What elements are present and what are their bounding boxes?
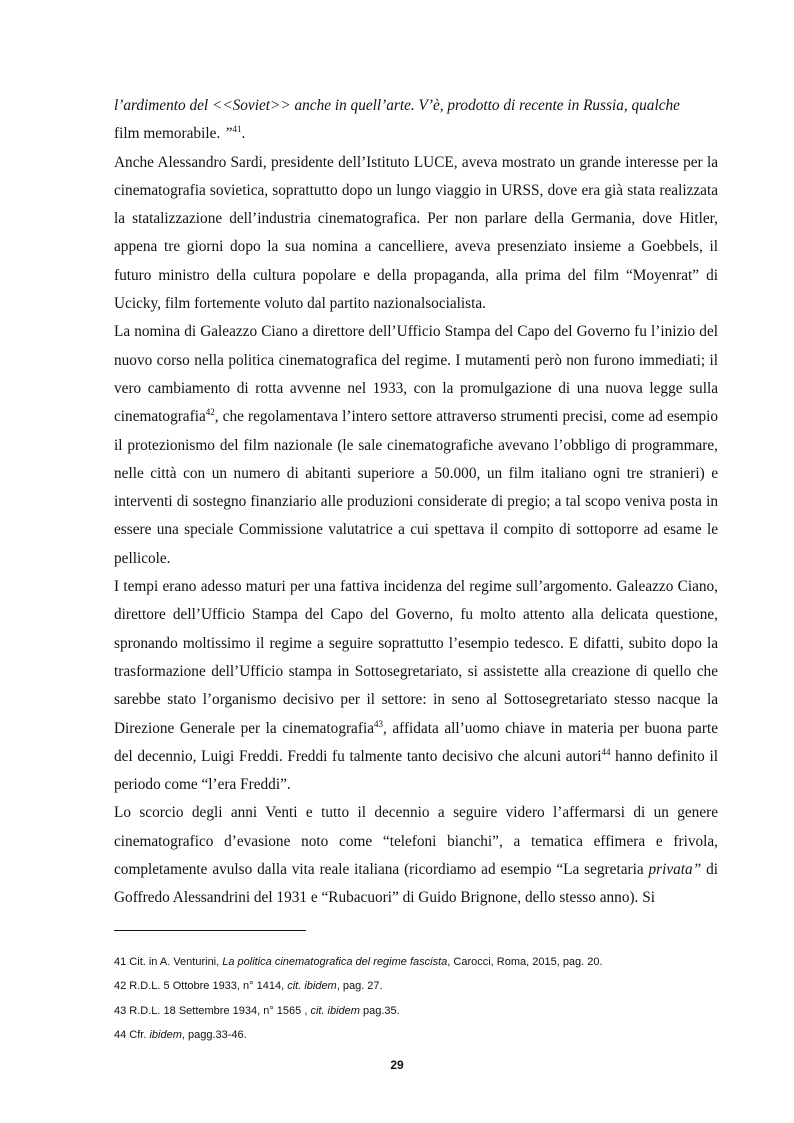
- paragraph-telefoni-bianchi-italic: privata”: [648, 861, 702, 879]
- paragraph-tempi-maturi-part-1: I tempi erano adesso maturi per una fattiva incidenza del regime sull’argomento. Galeazzo Ciano, direttore dell’Ufficio Stampa del Capo del Governo, fu molto attento alla delicata questione, spronando moltissimo il regime a seguire soprattutto l’esempio tedesco. E difatti, subito dopo la trasformazione dell’Ufficio stampa in Sottosegretariato, si assistette alla creazione di quello che sarebbe stato l’organismo decisivo per il settore: in seno al Sottosegretariato stesso nacque la Direzione Generale per la cinematografia: [114, 578, 718, 737]
- paragraph-telefoni-bianchi-part-1: Lo scorcio degli anni Venti e tutto il decennio a seguire videro l’affermarsi di un genere cinematografico d’evasione noto come “telefoni bianchi”, a tematica effimera e frivola, completamente avulso dalla vita reale italiana (ricordiamo ad esempio “La segretaria: [114, 804, 718, 879]
- footnote-text: Cit. in A. Venturini,: [126, 956, 223, 968]
- footnote-italic: cit. ibidem: [287, 980, 337, 993]
- footnote-41: [114, 950, 718, 974]
- footnote-text-end: , Carocci, Roma, 2015, pag. 20.: [447, 956, 603, 968]
- footnote-italic: La politica cinematografica del regime fascista: [222, 956, 448, 968]
- footnote-ref-43[interactable]: 43: [373, 718, 383, 729]
- footnote-text: R.D.L. 5 Ottobre 1933, n° 1414,: [126, 980, 288, 993]
- footnote-italic: ibidem: [149, 1028, 182, 1041]
- paragraph-telefoni-bianchi-part-2: di Goffredo Alessandrini del 1931 e “Rubacuori” di Guido Brignone, dello stesso anno). Si: [114, 861, 719, 907]
- footnote-text: Cfr.: [126, 1028, 150, 1041]
- footnote-separator: [114, 930, 306, 931]
- footnotes: [114, 950, 718, 1047]
- footnote-number: 44: [114, 1028, 127, 1041]
- body-text: [114, 92, 718, 913]
- footnote-number: 41: [114, 956, 127, 968]
- paragraph-sardi-text: Anche Alessandro Sardi, presidente dell’Istituto LUCE, aveva mostrato un grande interesse per la cinematografia sovietica, soprattutto dopo un lungo viaggio in URSS, dove era già stata realizzata la statalizzazione dell’industria cinematografica. Per non parlare della Germania, dove Hitler, appena tre giorni dopo la sua nomina a cancelliere, aveva presenziato insieme a Goebbels, il futuro ministro della cultura popolare e della propaganda, alla prima del film “Moyenrat” di Ucicky, film fortemente voluto dal partito nazionalsocialista.: [114, 153, 718, 313]
- footnote-ref-42[interactable]: 42: [205, 407, 215, 418]
- paragraph-ciano-nomina-part-2: , che regolamentava l’intero settore attraverso strumenti precisi, come ad esempio il protezionismo del film nazionale (le sale cinematografiche avevano l’obbligo di programmare, nelle città con un numero di abitanti superiore a 50.000, un film italiano ogni tre stranieri) e interventi di sostegno finanziario alle produzioni considerate di pregio; a tal scopo veniva posta in essere una speciale Commissione valutatrice a cui spettava il compito di sottoporre ad esame le pellicole.: [114, 408, 718, 567]
- quote-line-2: film memorabile.: [114, 125, 221, 143]
- footnote-ref-41[interactable]: 41: [232, 124, 242, 135]
- footnote-text-end: pag.35.: [359, 1004, 400, 1017]
- footnote-43: [114, 999, 718, 1023]
- quote-line-1: l’ardimento del <<Soviet>> anche in quell’arte. V’è, prodotto di recente in Russia, qualche: [114, 97, 680, 114]
- paragraph-sardi: [114, 149, 718, 319]
- footnote-italic: cit. ibidem: [310, 1004, 360, 1017]
- page-number: 29: [390, 1058, 404, 1072]
- footnote-44: [114, 1023, 718, 1047]
- footnote-number: 43: [114, 1004, 127, 1017]
- quote-close: ”: [220, 125, 233, 143]
- footnote-ref-44[interactable]: 44: [601, 746, 611, 757]
- quote-end: .: [241, 125, 246, 143]
- paragraph-tempi-maturi-part-2: , affidata all’uomo chiave in materia per buona parte del decennio, Luigi Freddi. Freddi fu talmente tanto decisivo che alcuni autori: [114, 719, 718, 765]
- footnote-text: R.D.L. 18 Settembre 1934, n° 1565 ,: [126, 1004, 311, 1017]
- paragraph-telefoni-bianchi: [114, 799, 718, 912]
- paragraph-ciano-nomina: [114, 318, 718, 573]
- paragraph-tempi-maturi-part-3: hanno definito il periodo come “l’era Freddi”.: [114, 747, 718, 794]
- paragraph-quote-end: [114, 92, 718, 149]
- paragraph-tempi-maturi: [114, 573, 718, 799]
- footnote-42: [114, 974, 718, 998]
- paragraph-ciano-nomina-part-1: La nomina di Galeazzo Ciano a direttore dell’Ufficio Stampa del Capo del Governo fu l’inizio del nuovo corso nella politica cinematografica del regime. I mutamenti però non furono immediati; il vero cambiamento di rotta avvenne nel 1933, con la promulgazione di una nuova legge sulla cinematografia: [114, 323, 718, 426]
- footnote-text-end: , pagg.33-46.: [181, 1028, 247, 1041]
- footnote-text-end: , pag. 27.: [336, 980, 383, 993]
- footnote-number: 42: [114, 980, 127, 993]
